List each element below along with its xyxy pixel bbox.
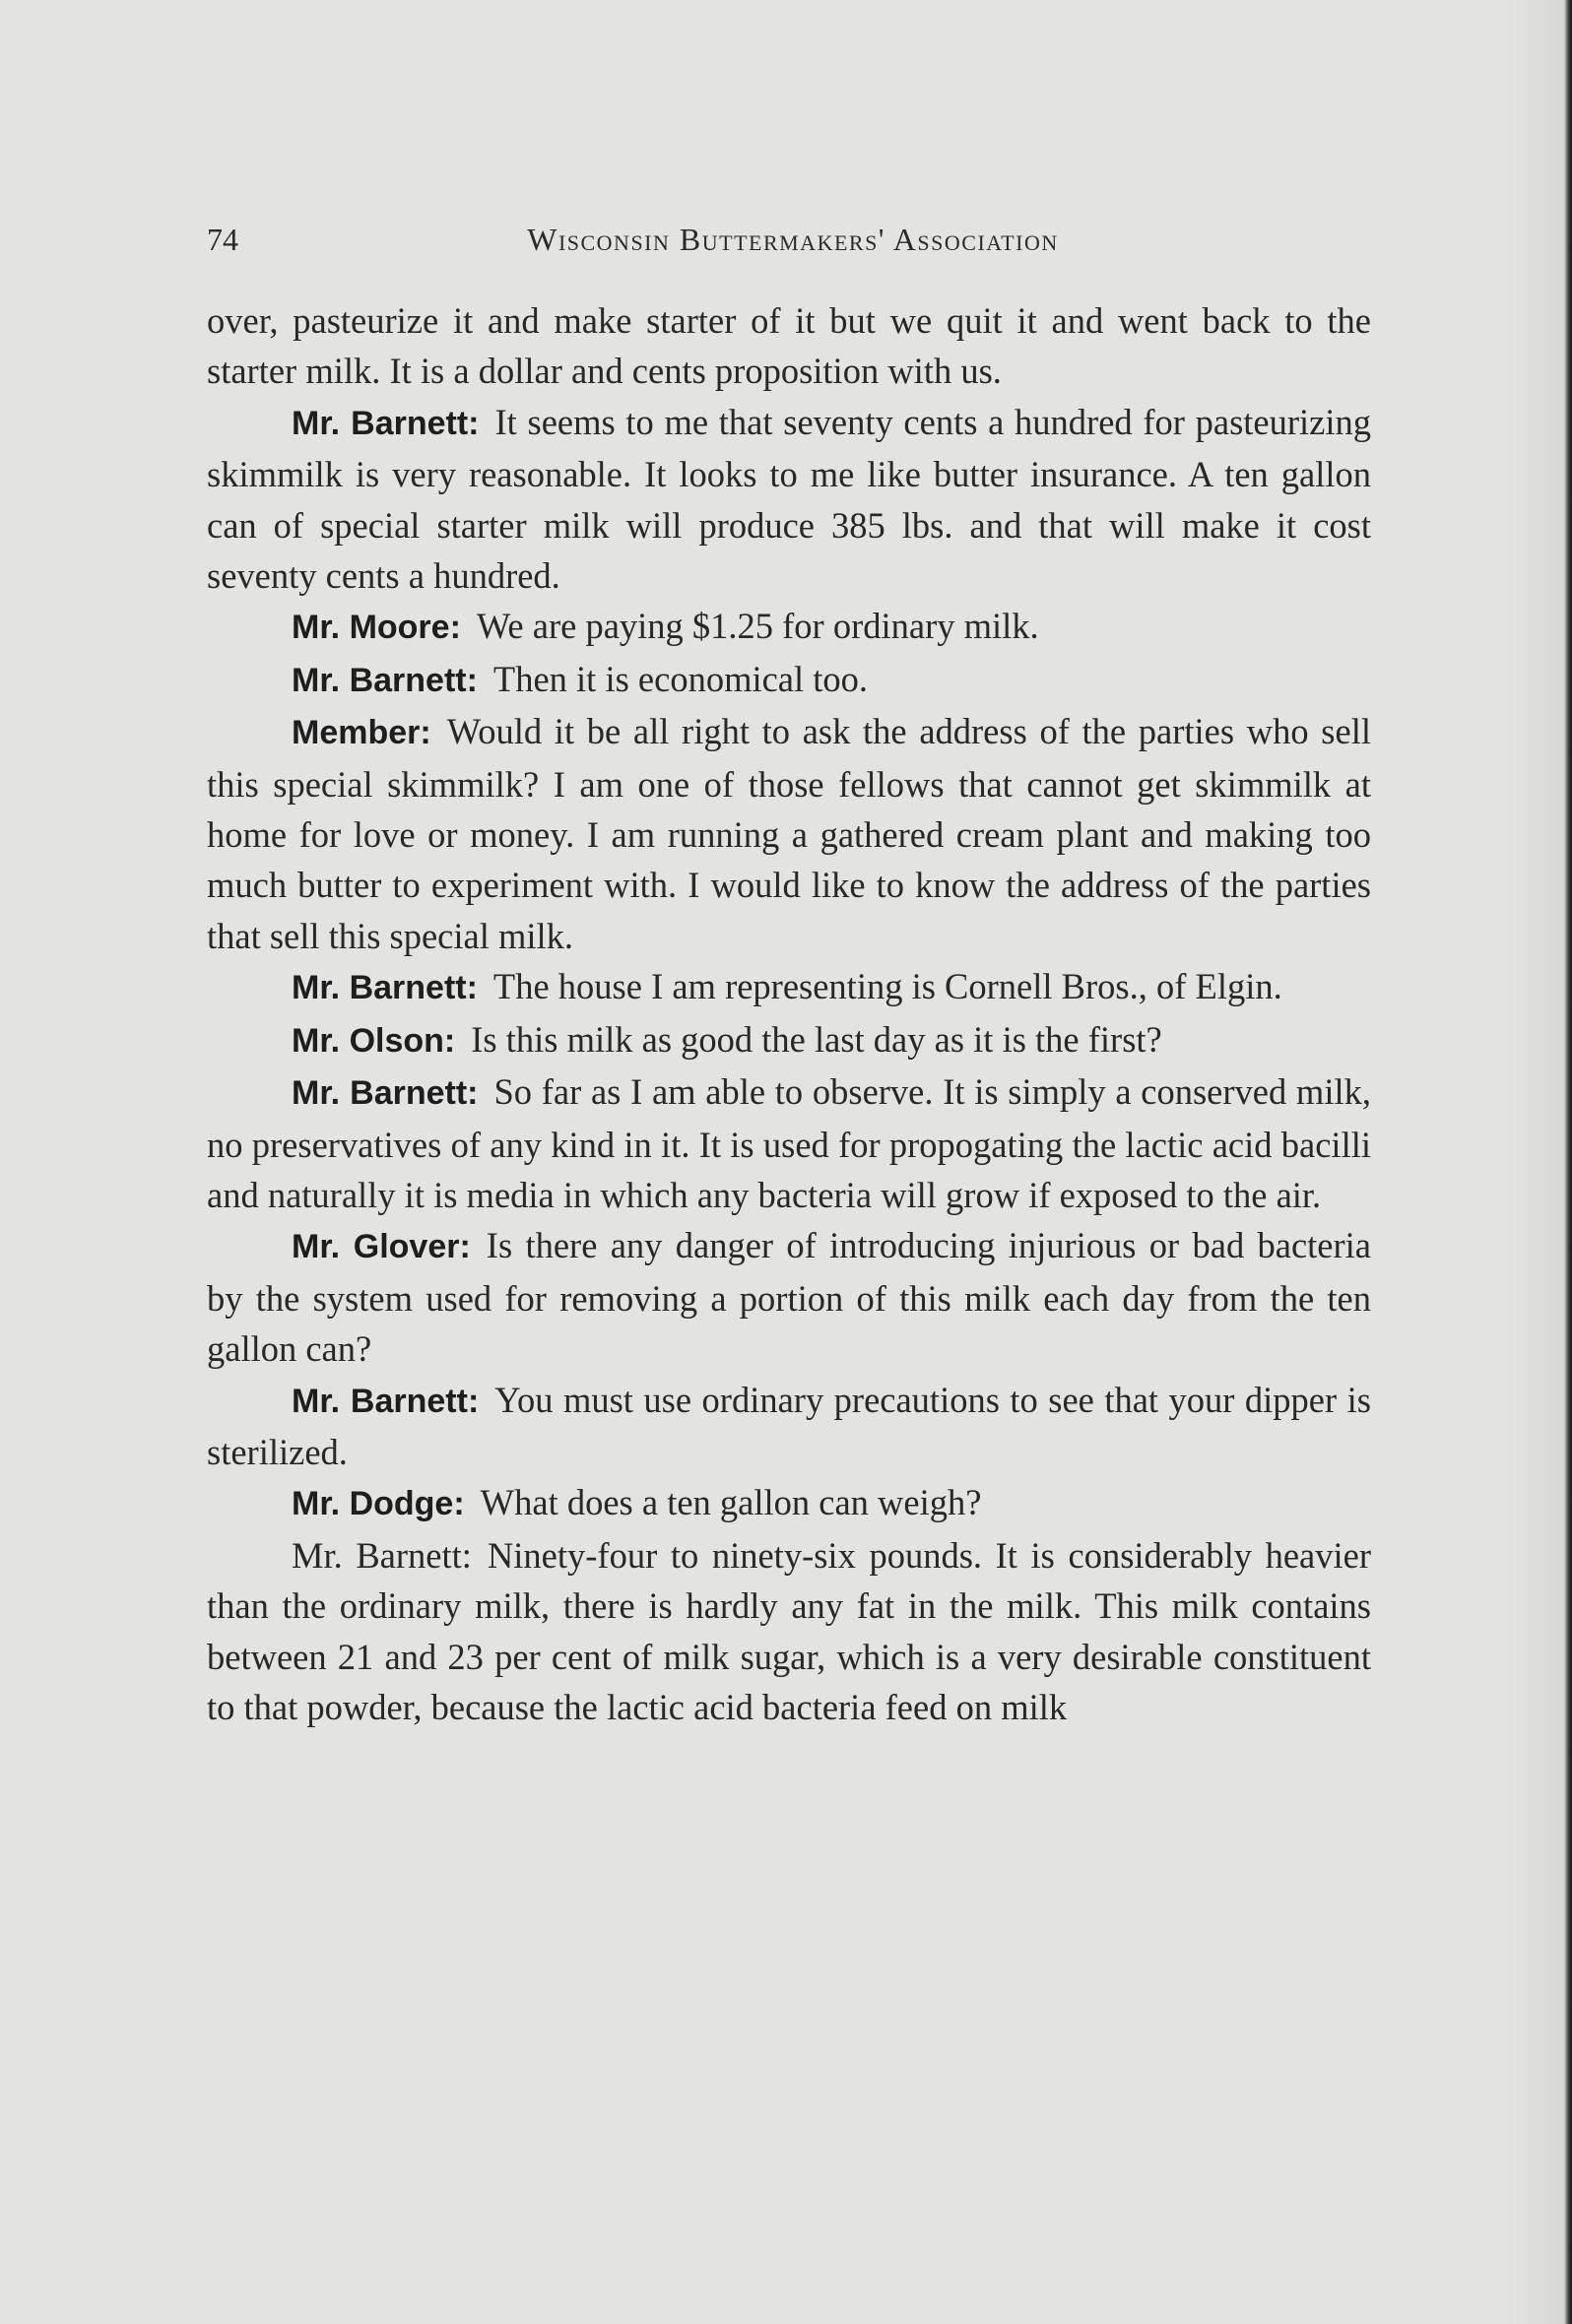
paragraph-text: Would it be all right to ask the address of the parties who sell this special skimmilk? I am one of those fellows that cannot get skimmilk at home for love or money. I am running a gathered cream plant and making too much butter to experiment with. I would like to know the address of the parties that sell this special milk. — [207, 711, 1371, 956]
paragraph-text: Then it is economical too. — [492, 658, 869, 699]
speaker-name: Mr. Glover: — [292, 1228, 471, 1266]
dialogue-paragraph — [207, 961, 1371, 1013]
dialogue-paragraph — [207, 706, 1371, 961]
speaker-name: Mr. Olson: — [292, 1021, 456, 1060]
speaker-name: Mr. Moore: — [292, 609, 461, 647]
speaker-name: Mr. Barnett: — [292, 1534, 472, 1576]
dialogue-paragraph — [207, 1066, 1371, 1220]
dialogue-paragraph — [207, 1530, 1371, 1733]
paragraph-text: Ninety-four to ninety-six pounds. It is considerably heavier than the ordinary milk, there is hardly any fat in the milk. This milk contains between 21 and 23 per cent of milk sugar, which is a very desirable constituent to that powder, because the lactic acid bacteria feed on milk — [207, 1534, 1372, 1727]
page-gutter-shadow — [1505, 0, 1564, 2324]
speaker-name: Member: — [292, 714, 431, 752]
dialogue-paragraph — [207, 397, 1371, 602]
dialogue-paragraph — [207, 1477, 1371, 1529]
paragraph-text: You must use ordinary precautions to see that your dipper is sterilized. — [207, 1379, 1371, 1472]
paragraph-text: We are paying $1.25 for ordinary milk. — [476, 606, 1039, 647]
paragraph-text: Is there any danger of introducing injurious or bad bacteria by the system used for removing a portion of this milk each day from the ten gallon can? — [207, 1225, 1371, 1370]
page-binding-edge — [1564, 0, 1572, 2324]
dialogue-paragraph — [207, 1375, 1371, 1478]
dialogue-paragraph — [207, 1220, 1371, 1374]
speaker-name: Mr. Dodge: — [292, 1485, 465, 1523]
paragraph-text: What does a ten gallon can weigh? — [480, 1482, 982, 1523]
page-header — [207, 218, 1369, 265]
dialogue-paragraph — [207, 601, 1371, 653]
paragraph-text: Is this milk as good the last day as it is the first? — [471, 1018, 1162, 1060]
paragraph-text: over, pasteurize it and make starter of it but we quit it and went back to the starter milk. It is a dollar and cents proposition with us. — [207, 300, 1371, 392]
paragraph-text: The house I am representing is Cornell Bros., of Elgin. — [492, 966, 1282, 1007]
dialogue-paragraph — [207, 1014, 1371, 1066]
body-text — [207, 295, 1371, 1732]
dialogue-paragraph — [207, 654, 1371, 706]
paragraph-text: So far as I am able to observe. It is simply a conserved milk, no preservatives of any kind in it. It is used for propogating the lactic acid bacilli and naturally it is media in which any bacteria will grow if exposed to the air. — [207, 1071, 1371, 1215]
speaker-name: Mr. Barnett: — [292, 661, 478, 699]
paragraph-continuation — [207, 295, 1371, 397]
speaker-name: Mr. Barnett: — [292, 969, 478, 1007]
speaker-name: Mr. Barnett: — [292, 1382, 480, 1420]
speaker-name: Mr. Barnett: — [292, 1074, 479, 1113]
speaker-name: Mr. Barnett: — [292, 404, 480, 442]
running-head: Wisconsin Buttermakers' Association — [527, 222, 1059, 257]
paragraph-text: It seems to me that seventy cents a hundred for pasteurizing skimmilk is very reasonable. It looks to me like butter insurance. A ten gallon can of special starter milk will produce 385 lbs. and that will make it cost seventy cents a hundred. — [207, 401, 1371, 597]
page-number: 74 — [207, 222, 238, 257]
